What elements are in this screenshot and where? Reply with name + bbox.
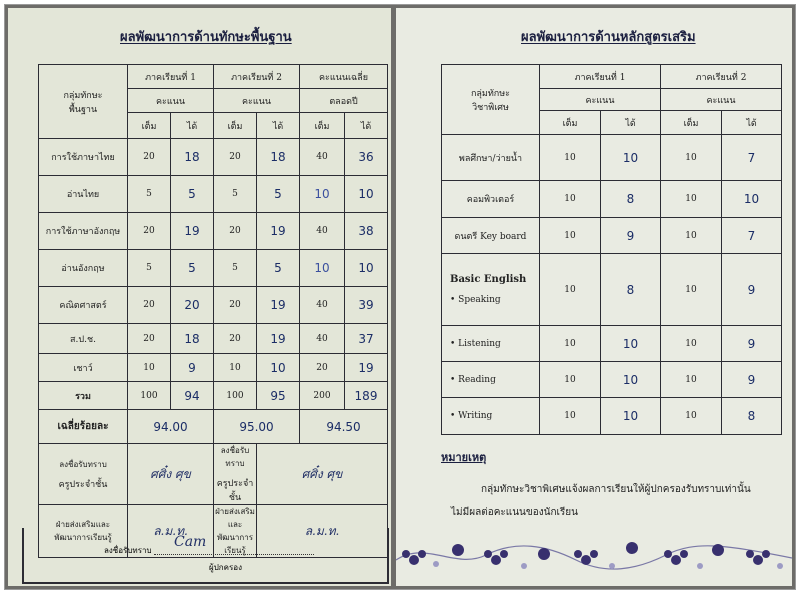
full-score: 20: [214, 139, 257, 176]
teacher-signature-1: ศศิ๋ง ศุข: [128, 444, 214, 505]
table-row: [39, 324, 388, 354]
header-got: ได้: [722, 111, 782, 135]
parent-signature-box: [22, 528, 389, 584]
full-score: 5: [214, 250, 257, 287]
header-got: ได้: [257, 113, 300, 139]
parent-signature: Cam: [174, 534, 207, 550]
total-label: รวม: [39, 382, 128, 410]
english-title: Basic English: [450, 274, 527, 285]
full-score: 10: [661, 135, 722, 181]
percent-label: เฉลี่ยร้อยละ: [39, 410, 128, 444]
header-score2: คะแนน: [214, 89, 300, 113]
got-score: 189: [345, 382, 388, 410]
got-score: 37: [345, 324, 388, 354]
header-avg-sub: ตลอดปี: [300, 89, 388, 113]
full-score: 40: [300, 324, 345, 354]
total-row: [39, 382, 388, 410]
header-got: ได้: [601, 111, 661, 135]
percent-row: [39, 410, 388, 444]
full-score: 10: [540, 181, 601, 218]
got-score: 19: [257, 324, 300, 354]
row-label: Speaking: [458, 295, 501, 305]
got-score: 19: [171, 213, 214, 250]
header-sem2: ภาคเรียนที่ 2: [661, 65, 782, 89]
row-label: ส.ป.ช.: [39, 324, 128, 354]
teacher-label: ครูประจำชั้น: [58, 479, 108, 490]
full-score: 10: [540, 135, 601, 181]
full-score: 10: [661, 254, 722, 326]
got-score: 9: [722, 326, 782, 362]
got-score: 19: [257, 287, 300, 324]
full-score: 10: [540, 398, 601, 435]
left-page: [8, 8, 391, 586]
full-score: 20: [214, 324, 257, 354]
percent-sem2: 95.00: [214, 410, 300, 444]
row-label: ดนตรี Key board: [442, 218, 540, 254]
special-skills-table: [441, 64, 782, 435]
got-score: 5: [171, 250, 214, 287]
english-row-label: • Reading: [442, 362, 540, 398]
english-row-label: • Listening: [442, 326, 540, 362]
full-score: 10: [661, 326, 722, 362]
full-score: 10: [661, 398, 722, 435]
teacher-signature-2: ศศิ๋ง ศุข: [257, 444, 388, 505]
basic-skills-table: [38, 64, 388, 558]
row-label: Writing: [458, 411, 493, 421]
full-score: 10: [540, 326, 601, 362]
header-got: ได้: [345, 113, 388, 139]
table-row: [39, 139, 388, 176]
table-row: [442, 362, 782, 398]
header-group: กลุ่มทักษะ วิชาพิเศษ: [442, 65, 540, 135]
header-avg: คะแนนเฉลี่ย: [300, 65, 388, 89]
got-score: 5: [257, 176, 300, 213]
got-score: 10: [601, 135, 661, 181]
header-sem1: ภาคเรียนที่ 1: [128, 65, 214, 89]
got-score: 10: [257, 354, 300, 382]
left-title: ผลพัฒนาการด้านทักษะพื้นฐาน: [120, 30, 292, 45]
full-score: 10: [300, 176, 345, 213]
header-score1: คะแนน: [540, 89, 661, 111]
full-score: 10: [661, 218, 722, 254]
full-score: 100: [214, 382, 257, 410]
got-score: 94: [171, 382, 214, 410]
english-speaking-label: Basic English • Speaking: [442, 254, 540, 326]
got-score: 19: [257, 213, 300, 250]
full-score: 10: [661, 181, 722, 218]
full-score: 20: [128, 139, 171, 176]
header-sem2: ภาคเรียนที่ 2: [214, 65, 300, 89]
row-label: Reading: [458, 374, 496, 385]
got-score: 10: [722, 181, 782, 218]
got-score: 39: [345, 287, 388, 324]
got-score: 5: [171, 176, 214, 213]
dept-label: ฝ่ายส่งเสริมและ พัฒนาการเรียนรู้: [214, 505, 257, 558]
row-label: คอมพิวเตอร์: [442, 181, 540, 218]
got-score: 10: [345, 176, 388, 213]
signature-line: [154, 554, 314, 555]
header-full: เต็ม: [661, 111, 722, 135]
full-score: 10: [661, 362, 722, 398]
right-title: ผลพัฒนาการด้านหลักสูตรเสริม: [521, 30, 696, 45]
teacher-label-cell: [39, 444, 128, 505]
header-full: เต็ม: [214, 113, 257, 139]
header-full: เต็ม: [128, 113, 171, 139]
row-label: คณิตศาสตร์: [39, 287, 128, 324]
full-score: 5: [128, 176, 171, 213]
full-score: 200: [300, 382, 345, 410]
got-score: 8: [722, 398, 782, 435]
full-score: 20: [214, 287, 257, 324]
got-score: 18: [171, 139, 214, 176]
row-label: การใช้ภาษาไทย: [39, 139, 128, 176]
row-label: Listening: [458, 338, 501, 349]
header-full: เต็ม: [300, 113, 345, 139]
dept-label: ฝ่ายส่งเสริมและ พัฒนาการเรียนรู้: [39, 505, 128, 558]
got-score: 38: [345, 213, 388, 250]
got-score: 5: [257, 250, 300, 287]
flower-border: [396, 530, 792, 580]
full-score: 5: [128, 250, 171, 287]
row-label: พลศึกษา/ว่ายน้ำ: [442, 135, 540, 181]
header-full: เต็ม: [540, 111, 601, 135]
got-score: 7: [722, 218, 782, 254]
table-row: [442, 135, 782, 181]
teacher-label-cell: [214, 444, 257, 505]
full-score: 40: [300, 139, 345, 176]
photo-frame: [4, 4, 796, 590]
table-row: [442, 181, 782, 218]
got-score: 9: [601, 218, 661, 254]
header-score2: คะแนน: [661, 89, 782, 111]
full-score: 20: [128, 213, 171, 250]
got-score: 9: [722, 254, 782, 326]
got-score: 36: [345, 139, 388, 176]
full-score: 20: [128, 287, 171, 324]
table-row: [442, 254, 782, 326]
dept-signature-1: ล.ม.ท.: [128, 505, 214, 558]
row-label: เชาว์: [39, 354, 128, 382]
got-score: 8: [601, 254, 661, 326]
full-score: 10: [540, 218, 601, 254]
header-group: กลุ่มทักษะ พื้นฐาน: [39, 65, 128, 139]
parent-ack-label: ลงชื่อรับทราบ: [104, 546, 152, 555]
table-row: [39, 354, 388, 382]
full-score: 10: [540, 362, 601, 398]
got-score: 10: [601, 362, 661, 398]
parent-label: ผู้ปกครอง: [209, 563, 242, 572]
note-text: กลุ่มทักษะวิชาพิเศษแจ้งผลการเรียนให้ผู้ปกครองรับทราบเท่านั้น ไม่มีผลต่อคะแนนของนักเรียน: [451, 484, 751, 518]
percent-sem1: 94.00: [128, 410, 214, 444]
row-label: การใช้ภาษาอังกฤษ: [39, 213, 128, 250]
full-score: 20: [300, 354, 345, 382]
english-row-label: • Writing: [442, 398, 540, 435]
header-got: ได้: [171, 113, 214, 139]
full-score: 10: [540, 254, 601, 326]
percent-avg: 94.50: [300, 410, 388, 444]
got-score: 95: [257, 382, 300, 410]
full-score: 40: [300, 287, 345, 324]
full-score: 20: [214, 213, 257, 250]
full-score: 40: [300, 213, 345, 250]
ack-label: ลงชื่อรับทราบ: [220, 446, 250, 468]
table-row: [39, 287, 388, 324]
table-row: [39, 250, 388, 287]
full-score: 100: [128, 382, 171, 410]
got-score: 10: [601, 326, 661, 362]
row-label: อ่านอังกฤษ: [39, 250, 128, 287]
got-score: 20: [171, 287, 214, 324]
full-score: 10: [128, 354, 171, 382]
signature-row: [39, 444, 388, 505]
table-row: [442, 218, 782, 254]
ack-label: ลงชื่อรับทราบ: [59, 459, 107, 469]
got-score: 8: [601, 181, 661, 218]
row-label: อ่านไทย: [39, 176, 128, 213]
table-row: [442, 398, 782, 435]
table-row: [442, 326, 782, 362]
got-score: 10: [345, 250, 388, 287]
teacher-label: ครูประจำชั้น: [216, 479, 254, 503]
got-score: 18: [171, 324, 214, 354]
header-sem1: ภาคเรียนที่ 1: [540, 65, 661, 89]
table-row: [39, 213, 388, 250]
right-page: [396, 8, 792, 586]
got-score: 19: [345, 354, 388, 382]
full-score: 10: [300, 250, 345, 287]
full-score: 5: [214, 176, 257, 213]
got-score: 7: [722, 135, 782, 181]
flower-decoration: [402, 542, 770, 565]
got-score: 18: [257, 139, 300, 176]
dept-signature-2: ล.ม.ท.: [257, 505, 388, 558]
got-score: 9: [171, 354, 214, 382]
full-score: 10: [214, 354, 257, 382]
note-heading: หมายเหตุ: [441, 451, 487, 464]
table-row: [39, 176, 388, 213]
got-score: 9: [722, 362, 782, 398]
got-score: 10: [601, 398, 661, 435]
full-score: 20: [128, 324, 171, 354]
header-score1: คะแนน: [128, 89, 214, 113]
